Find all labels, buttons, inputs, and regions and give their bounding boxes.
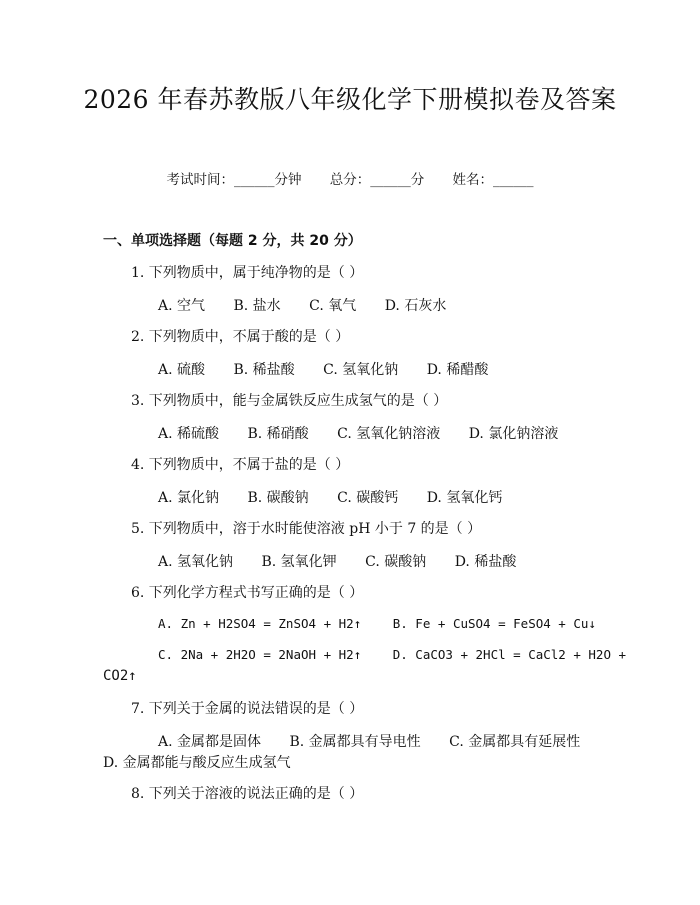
question-8: 8. 下列关于溶液的说法正确的是（ ） (131, 786, 364, 802)
question-5-options (158, 551, 540, 571)
option-a: A. 稀硫酸 (158, 426, 220, 442)
option-b: B. 碳酸钠 (247, 490, 309, 506)
option-b: B. Fe + CuSO4 = FeSO4 + Cu↓ (392, 616, 596, 631)
question-7-options (158, 731, 604, 751)
section-heading: 一、单项选择题（每题 2 分，共 20 分） (103, 233, 362, 249)
option-d: D. 石灰水 (384, 298, 447, 314)
page-title: 2026 年春苏教版八年级化学下册模拟卷及答案 (83, 85, 617, 114)
question-5: 5. 下列物质中，溶于水时能使溶液 pH 小于 7 的是（ ） (131, 521, 482, 537)
option-d: D. 氯化钠溶液 (468, 426, 559, 442)
option-d: D. 稀盐酸 (454, 554, 517, 570)
option-b: B. 稀硝酸 (247, 426, 309, 442)
question-4: 4. 下列物质中，不属于盐的是（ ） (131, 457, 350, 473)
exam-time: 考试时间：______分钟 (166, 172, 302, 188)
option-c: C. 碳酸钠 (365, 554, 427, 570)
exam-name: 姓名：______ (452, 172, 534, 188)
option-d: D. 金属都能与酸反应生成氢气 (103, 755, 291, 771)
question-2: 2. 下列物质中，不属于酸的是（ ） (131, 329, 350, 345)
question-6: 6. 下列化学方程式书写正确的是（ ） (131, 585, 364, 601)
option-c: C. 金属都具有延展性 (449, 734, 581, 750)
exam-score: 总分：______分 (329, 172, 425, 188)
option-a: A. 金属都是固体 (158, 734, 262, 750)
option-a: A. Zn + H2SO4 = ZnSO4 + H2↑ (158, 616, 362, 631)
option-d: D. 稀醋酸 (426, 362, 489, 378)
question-3-options (158, 423, 582, 443)
option-c: C. 碳酸钙 (337, 490, 399, 506)
option-a: A. 硫酸 (158, 362, 206, 378)
option-c: C. 氧气 (309, 298, 357, 314)
option-a: A. 氢氧化钠 (158, 554, 234, 570)
option-d-continued: CO2↑ (103, 668, 137, 684)
option-b: B. 稀盐酸 (233, 362, 295, 378)
question-4-options (158, 487, 526, 507)
option-d: D. 氢氧化钙 (426, 490, 503, 506)
question-6-options-row2 (158, 647, 650, 662)
question-7: 7. 下列关于金属的说法错误的是（ ） (131, 701, 364, 717)
exam-meta (0, 168, 700, 188)
option-b: B. 氢氧化钾 (261, 554, 337, 570)
question-1: 1. 下列物质中，属于纯净物的是（ ） (131, 265, 364, 281)
question-6-options-row1 (158, 616, 620, 631)
option-c: C. 氢氧化钠 (323, 362, 399, 378)
question-3: 3. 下列物质中，能与金属铁反应生成氢气的是（ ） (131, 393, 448, 409)
option-b: B. 盐水 (233, 298, 281, 314)
option-c: C. 氢氧化钠溶液 (337, 426, 441, 442)
question-1-options (158, 295, 470, 315)
option-c: C. 2Na + 2H2O = 2NaOH + H2↑ (158, 647, 362, 662)
option-a: A. 空气 (158, 298, 206, 314)
option-b: B. 金属都具有导电性 (289, 734, 421, 750)
option-a: A. 氯化钠 (158, 490, 220, 506)
option-d: D. CaCO3 + 2HCl = CaCl2 + H2O + (392, 647, 627, 662)
question-2-options (158, 359, 512, 379)
